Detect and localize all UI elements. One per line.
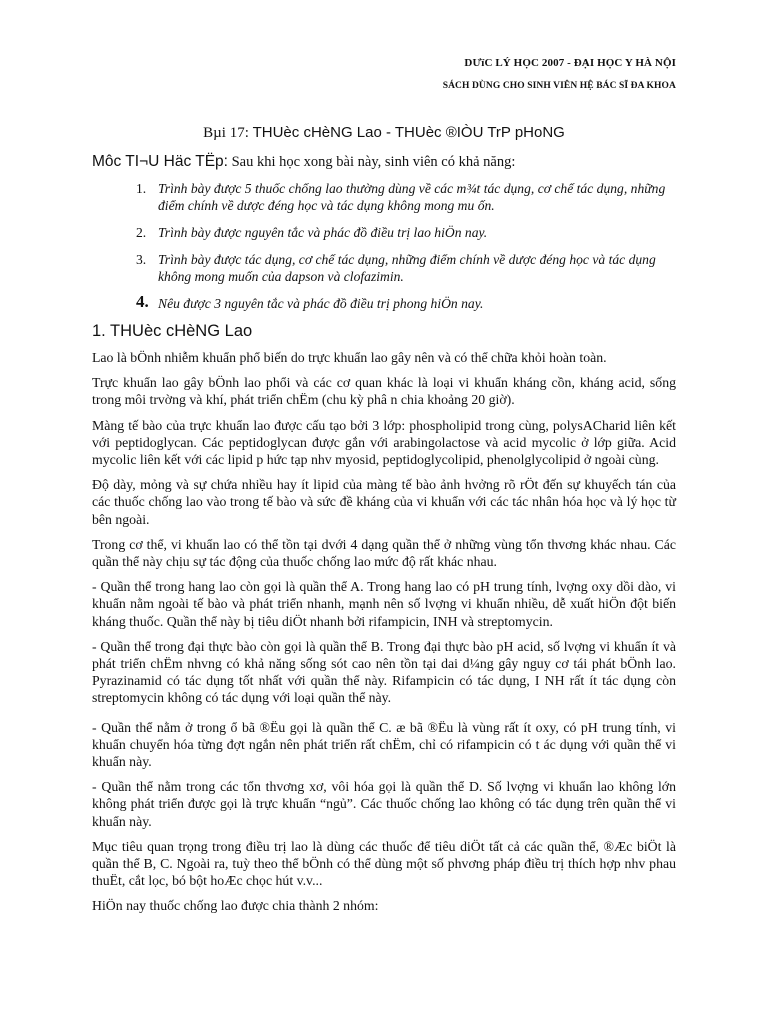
section-heading: 1. THUèc cHèNG Lao (92, 322, 253, 340)
objective-number: 3. (136, 252, 147, 267)
objective-text: Trình bày được nguyên tắc và phác đồ điều trị lao hiÖn nay. (158, 225, 488, 240)
objective-item (136, 292, 681, 312)
lesson-title (0, 124, 768, 142)
body-paragraph: - Quần thể nằm ở trong ổ bã ®Ëu gọi là quần thể C. æ bã ®Ëu là vùng rất ít oxy, có pH trung tính, vi khuẩn chuyển hóa từng đợt ngắn nên phát triển rất chËm, chỉ có rifampicin có t ác dụng với quần thể vi khuẩn này. (92, 719, 676, 770)
objectives-list (136, 180, 681, 322)
objectives-label: Môc TI¬U Häc TËp: (92, 153, 228, 170)
body-paragraph: Lao là bÖnh nhiễm khuẩn phổ biến do trực khuẩn lao gây nên và có thể chữa khỏi hoàn toàn. (92, 350, 607, 365)
body-paragraph: Màng tế bào của trực khuẩn lao được cấu tạo bởi 3 lớp: phospholipid trong cùng, polysACharid liên kết với peptidoglycan. Các peptidoglycan được gắn với arabingolactose và acid mycolic ở lớp giữa. Acid mycolic liên kết với các lipid p hức tạp nhv myosid, peptidoglycolipid, phenolglycolipid ở ngoài cùng. (92, 417, 676, 468)
objective-item (136, 180, 681, 214)
body-paragraph: HiÖn nay thuốc chống lao được chia thành 2 nhóm: (92, 898, 379, 914)
lesson-number: Bµi 17: (203, 125, 253, 141)
objective-item (136, 251, 681, 285)
objective-text: Trình bày được 5 thuốc chống lao thường dùng về các m¾t tác dụng, cơ chế tác dụng, những điểm chính về dược đéng học và tác dụng không mong mu ốn. (158, 181, 666, 213)
objective-text: Nêu được 3 nguyên tắc và phác đồ điều trị phong hiÖn nay. (158, 296, 484, 311)
running-header-title: DƯïC LÝ HỌC 2007 - ĐẠI HỌC Y HÀ NỘI (464, 57, 676, 69)
objective-number: 4. (136, 292, 149, 311)
body-paragraph: Độ dày, mỏng và sự chứa nhiều hay ít lipid của màng tế bào ảnh hvởng rõ rÖt đến sự khuyếch tán của các thuốc chống lao vào trong tế bào và sức đề kháng của vi khuẩn với các tác nhân hóa học và lý học từ bên ngoài. (92, 477, 676, 527)
lesson-title-text: THUèc cHèNG Lao - THUèc ®IÒU TrP pHoNG (252, 124, 565, 141)
body-paragraph: Trong cơ thể, vi khuẩn lao có thể tồn tại dvới 4 dạng quần thể ở những vùng tổn thvơng khác nhau. Các quần thể này chịu sự tác động của thuốc chống lao mức độ rất khác nhau. (92, 536, 676, 570)
body-paragraph: - Quần thể trong hang lao còn gọi là quần thể A. Trong hang lao có pH trung tính, lvợng oxy dồi dào, vi khuẩn nằm ngoài tế bào và phát triển nhanh, mạnh nên số lvợng vi khuẩn nhiều, dễ xuất hiÖn đột biến kháng thuốc. Quần thể này bị tiêu diÖt nhanh bởi rifampicin, INH và streptomycin. (92, 579, 676, 629)
section-body (92, 349, 676, 923)
objective-item (136, 224, 681, 241)
objective-number: 1. (136, 181, 147, 196)
body-paragraph: - Quần thể nằm trong các tổn thvơng xơ, vôi hóa gọi là quần thể D. Số lvợng vi khuẩn lao không lớn không phát triển được gọi là trực khuẩn “ngủ”. Các thuốc chống lao không có tác dụng trên quần thể vi khuẩn này. (92, 779, 676, 829)
body-paragraph: - Quần thể trong đại thực bào còn gọi là quần thể B. Trong đại thực bào pH acid, số lvợng vi khuẩn ít và phát triển chËm nhvng có khả năng sống sót cao nên tồn tại dai d¼ng gây nguy cơ tái phát bÖnh lao. Pyrazinamid có tác dụng tốt nhất với quần thể này. Rifampicin có tác dụng, I NH rất ít tác dụng còn streptomycin không có tác dụng với loại quần thể này. (92, 638, 676, 706)
body-paragraph: Trực khuẩn lao gây bÖnh lao phổi và các cơ quan khác là loại vi khuẩn kháng cồn, kháng acid, sống trong môi trvờng và khí, phát triển chËm (chu kỳ phâ n chia khoảng 20 giờ). (92, 375, 676, 408)
objective-number: 2. (136, 225, 147, 240)
objectives-intro (92, 153, 515, 171)
objectives-intro-text: Sau khi học xong bài này, sinh viên có khả năng: (227, 154, 516, 170)
running-header-subtitle: SÁCH DÙNG CHO SINH VIÊN HỆ BÁC SĨ ĐA KHOA (442, 81, 676, 91)
objective-text: Trình bày được tác dụng, cơ chế tác dụng, những điểm chính về dược đéng học và tác dụng không mong muốn của dapson và clofazimin. (158, 252, 656, 284)
body-paragraph: Mục tiêu quan trọng trong điều trị lao là dùng các thuốc để tiêu diÖt tất cả các quần thể, ®Æc biÖt là quần thể B, C. Ngoài ra, tuỳ theo thể bÖnh có thể dùng một số phvơng pháp điều trị thích hợp nhv phau thuËt, cắt lọc, bó bột hoÆc chọc hút v.v... (92, 838, 676, 889)
